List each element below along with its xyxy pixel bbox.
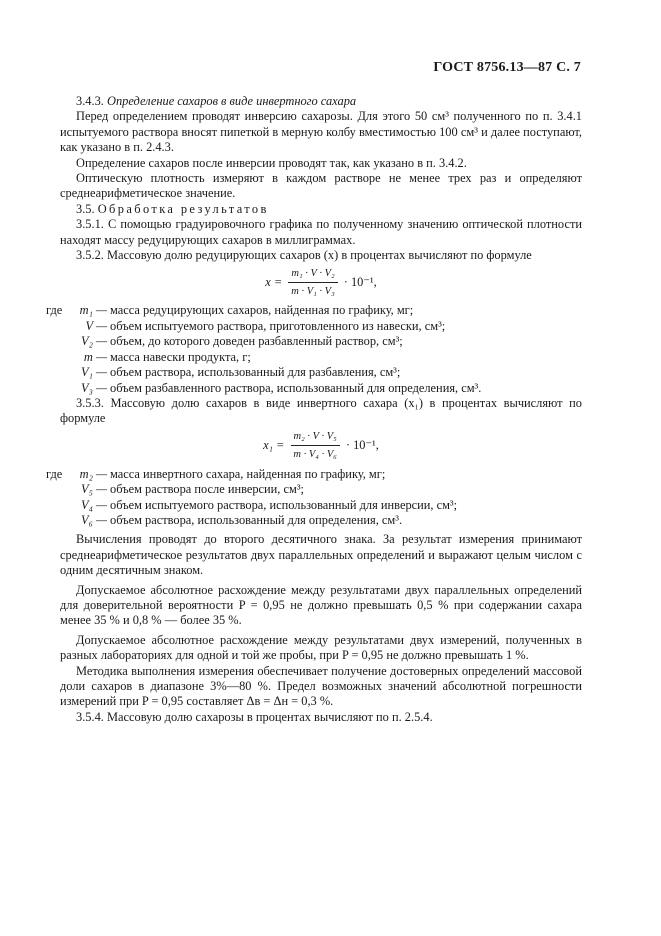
paragraph: Допускаемое абсолютное расхождение между результатами двух параллельных определений для доверительной вероятности P = 0,95 не должно превышать 0,5 % при содержании сахара менее 35 % и 0,8 % — более 35 %. [60, 582, 582, 628]
section-title: Обработка результатов [97, 201, 269, 216]
definition-item [60, 319, 582, 334]
definition-symbol: V₁ — [81, 365, 107, 380]
definition-symbol: V₃ — [81, 380, 107, 395]
section-number: 3.4.3. [76, 94, 104, 108]
paragraph: Перед определением проводят инверсию сахарозы. Для этого 50 см³ полученного по п. 3.4.1 испытуемого раствора вносят пипеткой в мерную колбу вместимостью 100 см³ и далее поступают, как указано в п. 2.4.3. [60, 109, 582, 155]
definition-item [60, 365, 582, 380]
formula-invert-sugar [60, 431, 582, 461]
formula-fraction [288, 266, 337, 300]
definition-text: объем испытуемого раствора, приготовленного из навески, см³; [110, 318, 446, 333]
formula-fraction [290, 429, 339, 463]
document-header: ГОСТ 8756.13—87 С. 7 [433, 60, 581, 75]
formula-tail: · 10⁻¹, [345, 438, 379, 453]
definition-text: объем испытуемого раствора, использованный для инверсии, см³; [110, 497, 458, 512]
definitions-list [46, 466, 582, 529]
paragraph: 3.5.4. Массовую долю сахарозы в процентах вычисляют по п. 2.5.4. [76, 709, 433, 724]
formula-tail: · 10⁻¹, [343, 274, 377, 289]
definition-text: масса редуцирующих сахаров, найденная по графику, мг; [110, 303, 414, 318]
formula-lhs: x = [265, 274, 283, 289]
definition-symbol: V₆ — [81, 512, 107, 527]
section-title: Определение сахаров в виде инвертного сахара [107, 94, 357, 108]
section-heading-3-5 [60, 202, 582, 217]
definition-text: объем, до которого доведен разбавленный раствор, см³; [110, 334, 403, 349]
definition-item [60, 334, 582, 349]
definition-symbol: V — [85, 318, 107, 333]
definition-text: объем раствора после инверсии, см³; [110, 482, 305, 497]
definition-symbol: V₂ — [81, 334, 107, 349]
formula-numerator: m₂ · V · V₅ [291, 429, 340, 446]
definition-item [60, 498, 582, 513]
definition-symbol: m₁ — [79, 303, 107, 318]
definition-text: масса инвертного сахара, найденная по графику, мг; [110, 466, 386, 481]
definition-item: где m₂ — масса инвертного сахара, найденная по графику, мг; [60, 467, 582, 482]
formula-denominator: m · V₄ · V₆ [293, 449, 337, 461]
paragraph: Определение сахаров после инверсии проводят так, как указано в п. 3.4.2. [76, 155, 467, 170]
definition-item [60, 513, 582, 528]
definitions-list [46, 303, 582, 395]
definition-item [60, 350, 582, 365]
definition-item [60, 482, 582, 497]
definition-symbol: V₄ — [81, 497, 107, 512]
paragraph: Оптическую плотность измеряют в каждом растворе не менее трех раз и определяют среднеарифметическое значение. [60, 171, 582, 201]
formula-numerator: m₁ · V · V₂ [288, 266, 337, 283]
section-heading-3-4-3 [60, 94, 582, 109]
definition-item [60, 381, 582, 396]
definition-symbol: m — [83, 349, 107, 364]
definition-text: объем раствора, использованный для определения, см³. [110, 512, 403, 527]
document-body [46, 94, 582, 725]
definition-item: где m₁ — масса редуцирующих сахаров, найденная по графику, мг; [60, 303, 582, 318]
formula-lhs: x₁ = [263, 438, 285, 453]
paragraph: 3.5.3. Массовую долю сахаров в виде инвертного сахара (x₁) в процентах вычисляют по формуле [60, 395, 582, 426]
paragraph: 3.5.1. С помощью градуировочного графика по полученному значению оптической плотности находят массу редуцирующих сахаров в миллиграммах. [60, 217, 582, 247]
definition-text: объем разбавленного раствора, использованный для определения, см³. [110, 380, 482, 395]
paragraph: Допускаемое абсолютное расхождение между результатами двух измерений, полученных в разных лабораториях для одной и той же пробы, при P = 0,95 не должно превышать 1 %. [60, 632, 582, 663]
definition-symbol: V₅ — [81, 482, 107, 497]
definition-text: объем раствора, использованный для разбавления, см³; [110, 365, 401, 380]
formula-denominator: m · V₁ · V₃ [291, 285, 335, 297]
paragraph: 3.5.2. Массовую долю редуцирующих сахаров (x) в процентах вычисляют по формуле [76, 248, 532, 263]
paragraph: Вычисления проводят до второго десятичного знака. За результат измерения принимают среднеарифметическое результатов двух параллельных определений и выражают целым числом с одним десятичным знаком. [60, 532, 582, 578]
formula-reducing-sugars [60, 267, 582, 297]
definition-symbol: m₂ — [79, 466, 107, 481]
paragraph: Методика выполнения измерения обеспечивает получение достоверных определений массовой доли сахаров в диапазоне 3%—80 %. Предел возможных значений абсолютной погрешности измерений при P = 0,95 составляет Δв = Δн = 0,3 %. [60, 663, 582, 709]
definition-text: масса навески продукта, г; [110, 349, 251, 364]
section-number: 3.5. [76, 201, 95, 216]
